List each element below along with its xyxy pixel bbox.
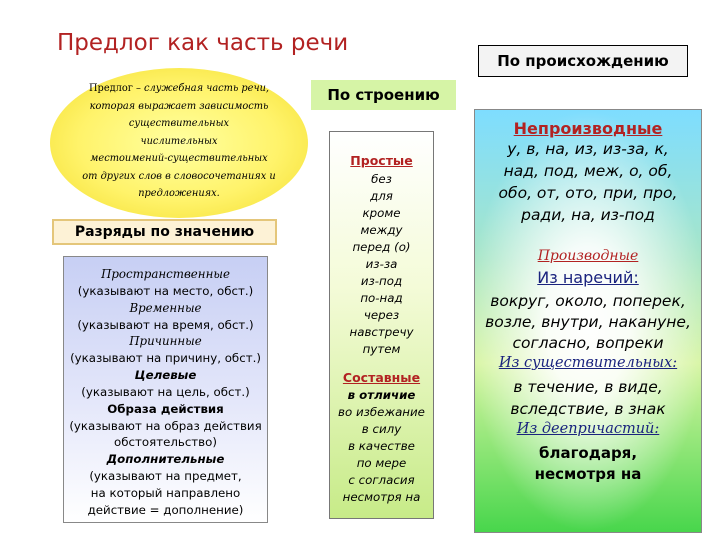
nonderived-header: Непроизводные — [513, 119, 663, 138]
simple-preposition: через — [363, 308, 400, 322]
definition-line: местоимений-существительных — [90, 153, 268, 164]
compound-preposition: в силу — [361, 422, 402, 436]
rank-desc: (указывают на причину, обст.) — [70, 351, 261, 365]
definition-term: Предлог — [89, 83, 133, 94]
compound-preposition: несмотря на — [342, 490, 421, 504]
page-title: Предлог как часть речи — [57, 30, 349, 56]
definition-line: – служебная часть речи, — [132, 83, 269, 94]
adverb-line: возле, внутри, накануне, — [485, 313, 691, 331]
rank-desc: действие = дополнение) — [87, 503, 244, 517]
compound-header: Составные — [342, 370, 421, 385]
rank-desc: на который направлено — [90, 486, 241, 500]
nonderived-line: над, под, меж, о, об, — [503, 162, 673, 180]
definition-text — [70, 80, 288, 203]
rank-name: Временные — [129, 301, 202, 315]
simple-preposition: по-над — [360, 291, 403, 305]
noun-line: вследствие, в знак — [510, 400, 666, 418]
ranks-header: Разряды по значению — [52, 219, 277, 245]
simple-preposition: между — [360, 223, 403, 237]
definition-line: которая выражает зависимость — [89, 100, 269, 112]
origin-box — [474, 109, 702, 533]
ranks-box — [63, 256, 268, 523]
rank-desc: (указывают на цель, обст.) — [81, 385, 250, 399]
nonderived-line: ради, на, из-под — [521, 206, 655, 224]
compound-preposition: по мере — [356, 456, 407, 470]
noun-line: в течение, в виде, — [513, 378, 663, 396]
definition-line: предложениях. — [138, 188, 220, 199]
rank-desc: (указывают на время, обст.) — [77, 318, 254, 332]
rank-desc: (указывают на место, обст.) — [77, 284, 254, 298]
from-adverbs-header: Из наречий: — [537, 268, 639, 287]
adverb-line: согласно, вопреки — [512, 334, 664, 352]
nonderived-line: обо, от, ото, при, про, — [498, 184, 678, 202]
adverb-line: вокруг, около, поперек, — [490, 292, 686, 310]
compound-preposition: во избежание — [338, 405, 425, 419]
gerund-line: благодаря, — [538, 444, 638, 462]
simple-preposition: путем — [362, 342, 401, 356]
simple-header: Простые — [350, 153, 413, 168]
rank-name: Причинные — [129, 334, 202, 348]
compound-preposition: в отличие — [347, 388, 416, 402]
simple-preposition: перед (о) — [352, 240, 411, 254]
origin-header: По происхождению — [478, 45, 688, 77]
definition-line: существительных — [128, 118, 230, 129]
simple-preposition: навстречу — [349, 325, 414, 339]
structure-header: По строению — [311, 80, 456, 110]
compound-preposition: в качестве — [348, 439, 415, 453]
nonderived-line: у, в, на, из, из-за, к, — [507, 140, 669, 158]
simple-preposition: для — [370, 189, 393, 203]
rank-name: Образа действия — [107, 402, 224, 416]
definition-line: числительных — [140, 135, 218, 147]
compound-preposition: с согласия — [348, 473, 415, 487]
gerund-line: несмотря на — [534, 465, 642, 483]
simple-preposition: кроме — [362, 206, 401, 220]
simple-preposition: из-под — [360, 274, 403, 288]
structure-box — [329, 131, 434, 519]
rank-name: Целевые — [134, 368, 197, 382]
from-gerunds-header: Из деепричастий: — [516, 421, 660, 437]
simple-preposition: без — [371, 172, 392, 186]
simple-preposition: из-за — [365, 257, 398, 271]
rank-name: Пространственные — [101, 267, 230, 281]
from-nouns-header: Из существительных: — [498, 355, 678, 371]
derived-header: Производные — [537, 248, 639, 264]
rank-desc: обстоятельство) — [114, 435, 217, 449]
rank-name: Дополнительные — [106, 452, 225, 466]
rank-desc: (указывают на образ действия — [69, 419, 262, 433]
rank-desc: (указывают на предмет, — [89, 469, 242, 483]
definition-line: от других слов в словосочетаниях и — [82, 170, 276, 182]
